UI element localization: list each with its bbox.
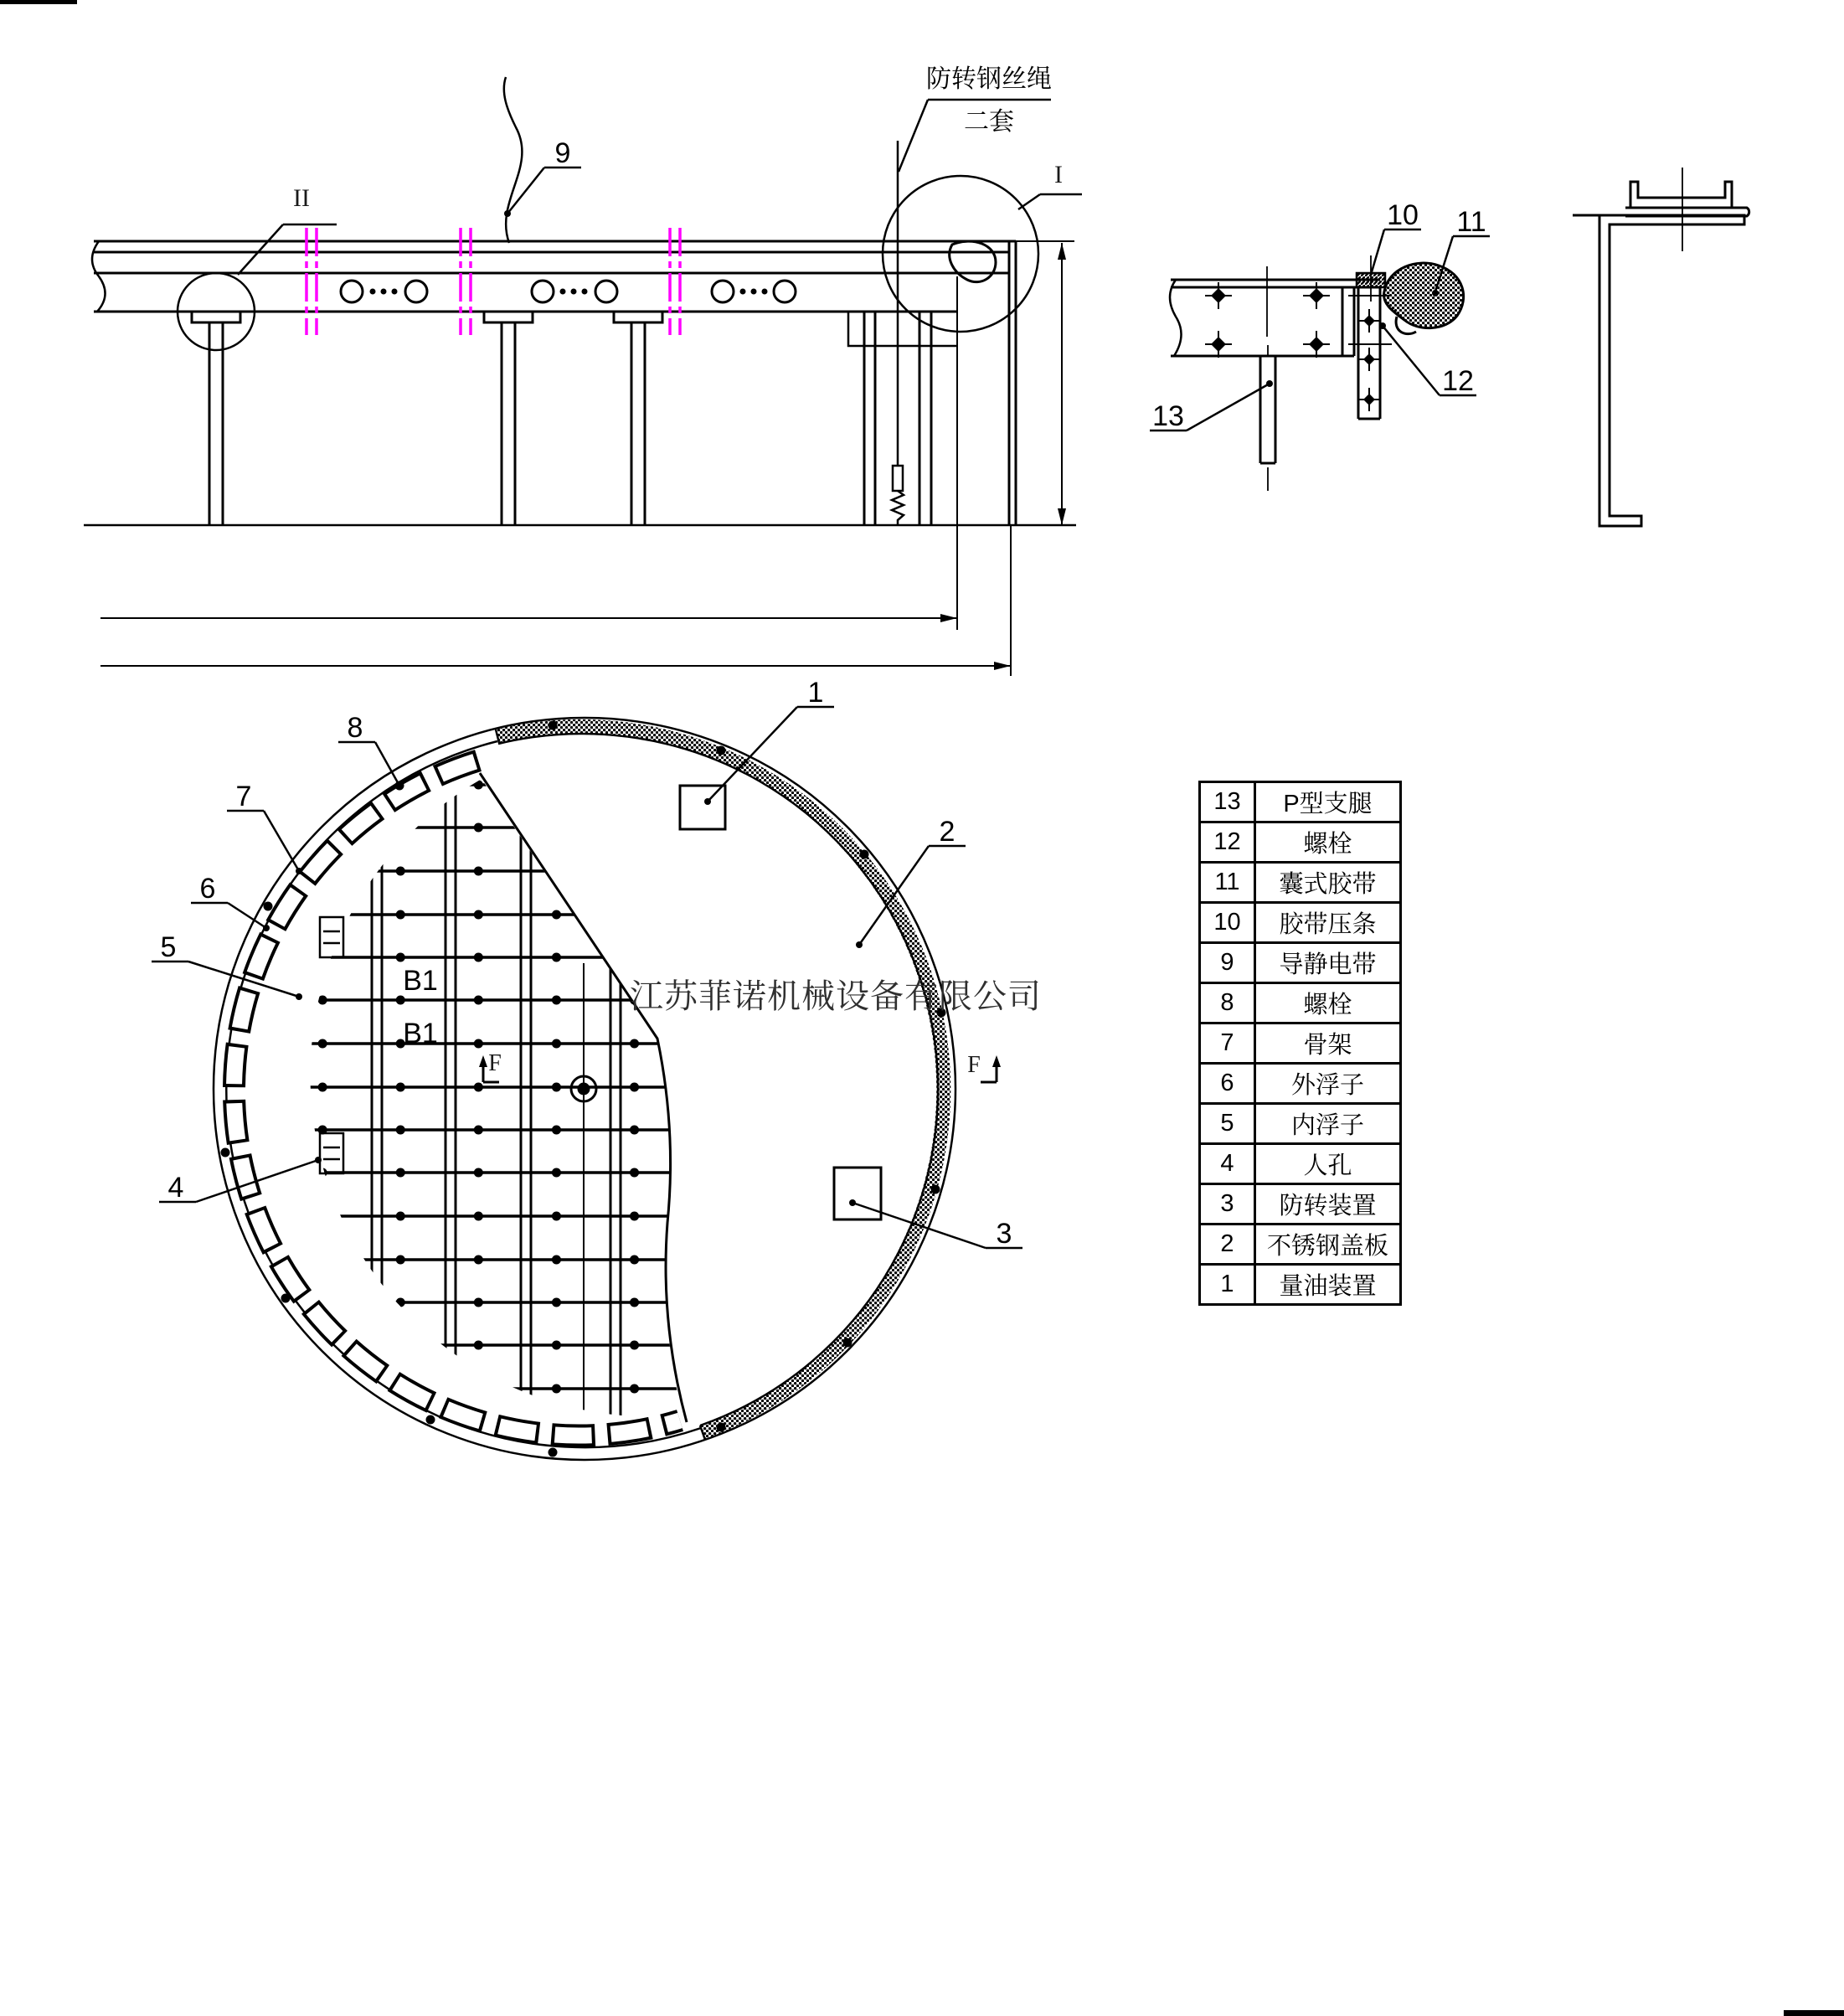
detail-I-label: I <box>1054 161 1063 188</box>
part-name: 螺栓 <box>1255 983 1401 1023</box>
guide-bracket <box>1630 182 1732 208</box>
part-name: 胶带压条 <box>1255 903 1401 943</box>
parts-table <box>1198 781 1402 1306</box>
part-name: 囊式胶带 <box>1255 863 1401 903</box>
callout-7-label: 7 <box>235 781 252 812</box>
callout-9 <box>504 168 581 217</box>
part-name: 人孔 <box>1255 1144 1401 1184</box>
seal-band <box>497 726 944 1432</box>
dimensions <box>100 241 1074 676</box>
table-row <box>1200 1064 1401 1104</box>
callout-6-label: 6 <box>199 873 216 905</box>
part-no: 12 <box>1200 822 1255 863</box>
detail-II-label: II <box>293 184 310 212</box>
section-f-right-label: F <box>967 1052 981 1078</box>
part-no: 13 <box>1200 782 1255 822</box>
wire-note-line2: 二套 <box>964 108 1014 136</box>
border-fragment-bottomright <box>1784 2010 1844 2016</box>
static-band-wire <box>504 77 523 243</box>
part-no: 6 <box>1200 1064 1255 1104</box>
callout-9-label: 9 <box>554 137 571 169</box>
table-row <box>1200 863 1401 903</box>
part-no: 7 <box>1200 1023 1255 1064</box>
part-no: 2 <box>1200 1225 1255 1265</box>
part-name: 不锈钢盖板 <box>1255 1225 1401 1265</box>
part-name: P型支腿 <box>1255 782 1401 822</box>
float-segments-core <box>234 761 680 1436</box>
table-row <box>1200 943 1401 983</box>
callout-4-label: 4 <box>167 1172 184 1204</box>
part-no: 4 <box>1200 1144 1255 1184</box>
rim-inner-left-arc <box>226 741 701 1447</box>
callout-1-label: 1 <box>807 677 824 709</box>
oil-gauge-square <box>680 786 725 829</box>
section-f-marks <box>483 1060 997 1082</box>
callout-11-label: 11 <box>1456 206 1486 238</box>
wire-note-line1: 防转钢丝绳 <box>926 65 1052 93</box>
channel-profile <box>1599 215 1744 526</box>
side-view <box>84 77 1082 676</box>
center-mark-inner <box>578 1083 590 1096</box>
part-name: 量油装置 <box>1255 1265 1401 1305</box>
callout-13-label: 13 <box>1152 400 1184 432</box>
part-no: 3 <box>1200 1184 1255 1225</box>
part-name: 外浮子 <box>1255 1064 1401 1104</box>
detail-view-seal <box>1150 229 1490 491</box>
callout-3-label: 3 <box>996 1218 1012 1250</box>
table-row <box>1200 1023 1401 1064</box>
table-row <box>1200 1104 1401 1144</box>
break-squiggle <box>1170 280 1182 356</box>
detail-leaders <box>1150 229 1490 431</box>
panel-label-b1-a: B1 <box>403 965 438 997</box>
part-no: 8 <box>1200 983 1255 1023</box>
anti-rotation-square <box>834 1168 881 1219</box>
border-fragment-topleft <box>0 0 77 4</box>
skeleton-grid <box>197 750 695 1459</box>
part-name: 螺栓 <box>1255 822 1401 863</box>
part-no: 1 <box>1200 1265 1255 1305</box>
anti-rotation-wire <box>892 141 904 525</box>
section-f-left-label: F <box>488 1050 502 1076</box>
break-lines-magenta <box>306 228 680 335</box>
table-row <box>1200 1265 1401 1305</box>
table-row <box>1200 983 1401 1023</box>
spring-icon <box>892 491 904 525</box>
table-row <box>1200 1225 1401 1265</box>
table-row <box>1200 822 1401 863</box>
table-row <box>1200 1184 1401 1225</box>
table-row <box>1200 1144 1401 1184</box>
grid-bolt-dots <box>245 785 680 1432</box>
detail-II-leader <box>238 224 337 275</box>
detail-I-leader <box>1018 194 1082 209</box>
part-name: 导静电带 <box>1255 943 1401 983</box>
float-segments-outline <box>234 761 680 1436</box>
table-row <box>1200 782 1401 822</box>
p-leg <box>1260 345 1275 491</box>
part-name: 防转装置 <box>1255 1184 1401 1225</box>
plan-view <box>152 707 1022 1460</box>
part-no: 9 <box>1200 943 1255 983</box>
deck-holes <box>341 281 796 302</box>
part-name: 内浮子 <box>1255 1104 1401 1144</box>
panel-label-b1-b: B1 <box>403 1018 438 1049</box>
part-name: 骨架 <box>1255 1023 1401 1064</box>
table-row <box>1200 903 1401 943</box>
dimension-arrows <box>940 243 1066 670</box>
part-no: 11 <box>1200 863 1255 903</box>
callout-12-label: 12 <box>1442 365 1474 397</box>
seal-teardrop-small <box>950 241 996 282</box>
company-watermark: 江苏菲诺机械设备有限公司 <box>630 978 1042 1015</box>
part-no: 10 <box>1200 903 1255 943</box>
callout-5-label: 5 <box>160 931 177 963</box>
detail-view-guide <box>1573 168 1749 526</box>
callout-10-label: 10 <box>1387 199 1419 231</box>
pressing-strip <box>1357 273 1385 287</box>
part-no: 5 <box>1200 1104 1255 1144</box>
callout-2-label: 2 <box>939 816 955 848</box>
callout-8-label: 8 <box>347 712 363 744</box>
